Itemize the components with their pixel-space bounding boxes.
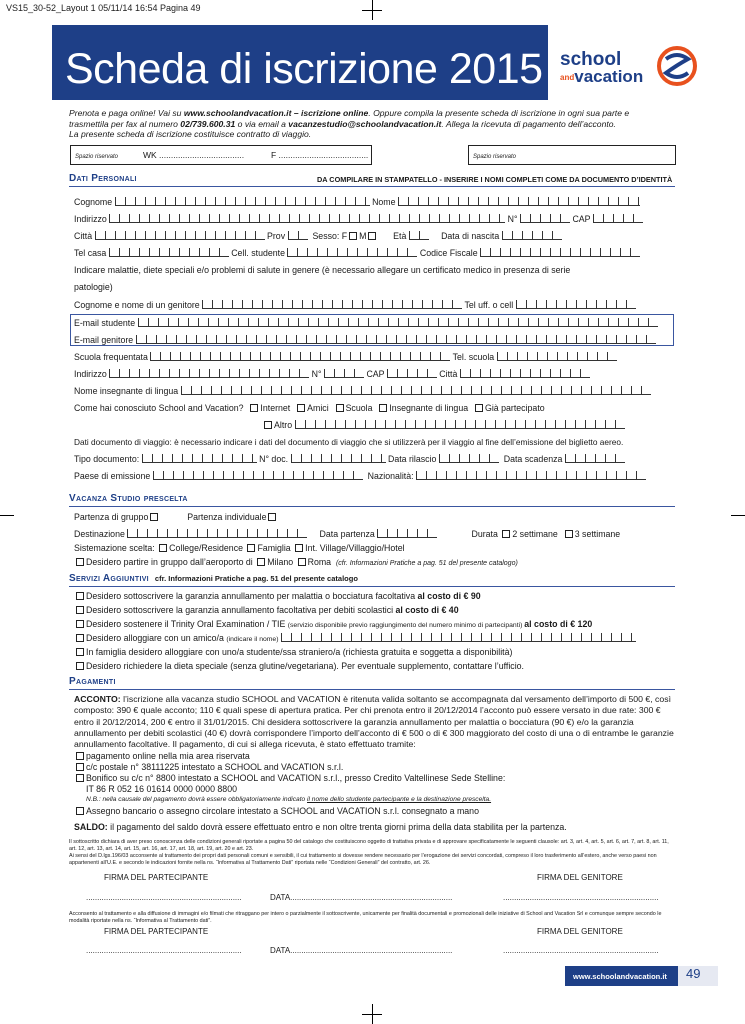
row-patologie: patologie) bbox=[74, 282, 113, 292]
scuola-field[interactable] bbox=[150, 352, 450, 361]
cap-scuola-field[interactable] bbox=[387, 369, 437, 378]
firma-genitore-line[interactable]: ...................................................................... bbox=[503, 893, 659, 902]
row-paese: Paese di emissione Nazionalità: bbox=[74, 470, 674, 482]
servizio-2: Desidero sottoscrivere la garanzia annullamento facoltativa per debiti scolastici al costo di € 40 bbox=[74, 604, 674, 616]
scadenza-field[interactable] bbox=[565, 454, 625, 463]
row-scuola: Scuola frequentata Tel. scuola bbox=[74, 351, 674, 363]
milano-checkbox[interactable] bbox=[257, 558, 265, 566]
saldo-text: SALDO: il pagamento del saldo dovrà essere effettuato entro e non oltre trenta giorni prima della data stabilita per la partenza. bbox=[74, 822, 567, 832]
firma-partecipante-line[interactable]: ...................................................................... bbox=[86, 893, 242, 902]
cognome-field[interactable] bbox=[115, 197, 370, 206]
sex-f-checkbox[interactable] bbox=[349, 232, 357, 240]
row-conosciuto: Come hai conosciuto School and Vacation? Internet Amici Scuola Insegnante di lingua Già partecipato bbox=[74, 403, 545, 413]
roma-checkbox[interactable] bbox=[298, 558, 306, 566]
reserved-box: Spazio riservato WK .................................... F ...................................... bbox=[70, 145, 372, 165]
firma-partecipante-line-2[interactable]: ...................................................................... bbox=[86, 946, 242, 955]
firma-partecipante-label-2: FIRMA DEL PARTECIPANTE bbox=[104, 927, 209, 936]
due-settimane-checkbox[interactable] bbox=[502, 530, 510, 538]
nome-field[interactable] bbox=[398, 197, 640, 206]
cf-field[interactable] bbox=[480, 248, 640, 257]
row-indirizzo: Indirizzo N° CAP bbox=[74, 213, 674, 225]
civico-field[interactable] bbox=[520, 214, 570, 223]
page-title: Scheda di iscrizione 2015 bbox=[65, 45, 543, 93]
civico-scuola-field[interactable] bbox=[324, 369, 364, 378]
indirizzo-field[interactable] bbox=[109, 214, 505, 223]
genitore-field[interactable] bbox=[202, 300, 462, 309]
servizio-5: In famiglia desidero alloggiare con uno/a studente/ssa straniero/a (richiesta gratuita e soggetta a disponibilità) bbox=[74, 646, 674, 658]
servizio-4: Desidero alloggiare con un amico/a (indicare il nome) bbox=[74, 632, 674, 646]
email-studente-field[interactable] bbox=[138, 318, 658, 327]
amico-field[interactable] bbox=[281, 633, 636, 642]
nb-note: N.B.: nella causale del pagamento dovrà essere obbligatoriamente indicato il nome dello studente partecipante e la destinazione prescelta. bbox=[86, 796, 492, 803]
row-insegnante: Nome insegnante di lingua bbox=[74, 385, 674, 397]
pay-bonifico-checkbox[interactable] bbox=[76, 774, 84, 782]
row-email-genitore: E-mail genitore bbox=[74, 334, 674, 346]
page-number: 49 bbox=[686, 966, 701, 981]
firma-genitore-line-2[interactable]: ...................................................................... bbox=[503, 946, 659, 955]
indirizzo-scuola-field[interactable] bbox=[109, 369, 309, 378]
logo-text: school bbox=[560, 49, 622, 70]
row-citta: Città Prov Sesso: F M Età Data di nascita bbox=[74, 230, 674, 242]
crop-mark bbox=[0, 515, 14, 516]
firma-genitore-label: FIRMA DEL GENITORE bbox=[537, 873, 623, 882]
internet-checkbox[interactable] bbox=[250, 404, 258, 412]
section-servizi: Servizi Aggiuntivi cfr. Informazioni Pratiche a pag. 51 del presente catalogo bbox=[69, 573, 675, 587]
globe-icon bbox=[656, 45, 698, 87]
legal-immagini: Acconsento al trattamento e alla diffusione di immagini e/o filmati che ritraggano per intero o parzialmente il sottoscrivente, unicamente per finalità documentali e promozionali delle iniziative di School and Vacation Srl e comunque sempre secondo le modalità riportate nella ns. “Informativa al Trattamento dati”. bbox=[69, 911, 662, 924]
servizio-3-checkbox[interactable] bbox=[76, 620, 84, 628]
iban: IT 86 R 052 16 01614 0000 0000 8800 bbox=[86, 784, 237, 794]
servizio-2-checkbox[interactable] bbox=[76, 606, 84, 614]
data-partenza-field[interactable] bbox=[377, 529, 437, 538]
aeroporto-checkbox[interactable] bbox=[76, 558, 84, 566]
gruppo-checkbox[interactable] bbox=[150, 513, 158, 521]
insegnante-field[interactable] bbox=[181, 386, 651, 395]
nazionalita-field[interactable] bbox=[416, 471, 646, 480]
pay-assegno-checkbox[interactable] bbox=[76, 807, 84, 815]
amici-checkbox[interactable] bbox=[297, 404, 305, 412]
pay-4: Assegno bancario o assegno circolare intestato a SCHOOL and VACATION s.r.l. consegnato a mano bbox=[74, 806, 674, 817]
ndoc-field[interactable] bbox=[291, 454, 386, 463]
citta-field[interactable] bbox=[95, 231, 265, 240]
row-destinazione: Destinazione Data partenza Durata 2 settimane 3 settimane bbox=[74, 529, 621, 539]
row-documento: Tipo documento: N° doc. Data rilascio Data scadenza bbox=[74, 453, 674, 465]
paese-field[interactable] bbox=[153, 471, 363, 480]
pay-postale-checkbox[interactable] bbox=[76, 763, 84, 771]
logo-text-2: andvacation bbox=[560, 67, 644, 86]
row-indirizzo-scuola: Indirizzo N° CAP Città bbox=[74, 368, 674, 380]
altro-checkbox[interactable] bbox=[264, 421, 272, 429]
legal-clauses: Il sottoscritto dichiara di aver preso conoscenza delle condizioni generali riportate a pagina 50 del catalogo che costituiscono oggetto di trattativa privata e di approvare specificatamente le seguenti clausole: art. 3, art. 4, art. 5, art. 6, art. 7, art. 8, art. 11, art. 12, art. 13, art. 14, art. 15, art. 16, art. 17, art. 18, art. 19, art. 20 e art. 23. bbox=[69, 839, 669, 852]
row-cognome: Cognome Nome bbox=[74, 196, 674, 208]
crop-mark bbox=[731, 515, 745, 516]
pay-2: c/c postale n° 38111225 intestato a SCHOOL and VACATION s.r.l. bbox=[74, 762, 674, 773]
email-genitore-field[interactable] bbox=[136, 335, 656, 344]
crop-mark bbox=[362, 1014, 382, 1015]
reserved-box-2: Spazio riservato bbox=[468, 145, 676, 165]
pay-3: Bonifico su c/c n° 8800 intestato a SCHOOL and VACATION s.r.l., presso Credito Valtellinese Sede Stelline: bbox=[74, 773, 674, 784]
row-partenza: Partenza di gruppo Partenza individuale bbox=[74, 511, 674, 523]
telscuola-field[interactable] bbox=[497, 352, 617, 361]
row-genitore: Cognome e nome di un genitore Tel uff. o cell bbox=[74, 299, 674, 311]
nascita-field[interactable] bbox=[502, 231, 562, 240]
tel-field[interactable] bbox=[109, 248, 229, 257]
village-checkbox[interactable] bbox=[295, 544, 303, 552]
row-tel: Tel casa Cell. studente Codice Fiscale bbox=[74, 247, 674, 259]
prov-field[interactable] bbox=[288, 231, 308, 240]
college-checkbox[interactable] bbox=[159, 544, 167, 552]
firma-partecipante-label: FIRMA DEL PARTECIPANTE bbox=[104, 873, 209, 882]
rilascio-field[interactable] bbox=[439, 454, 499, 463]
section-vacanza: Vacanza Studio prescelta bbox=[69, 493, 675, 507]
servizio-3: Desidero sostenere il Trinity Oral Examination / TIE (servizio disponibile previo raggiungimento del numero minimo di partecipanti) al costo di € 120 bbox=[74, 618, 674, 632]
famiglia-checkbox[interactable] bbox=[247, 544, 255, 552]
sex-m-checkbox[interactable] bbox=[368, 232, 376, 240]
individuale-checkbox[interactable] bbox=[268, 513, 276, 521]
row-altro: Altro bbox=[262, 419, 745, 431]
servizio-1: Desidero sottoscrivere la garanzia annullamento per malattia o bocciatura facoltativa al costo di € 90 bbox=[74, 590, 674, 602]
pay-1: pagamento online nella mia area riservata bbox=[74, 751, 674, 762]
website-footer: www.schoolandvacation.it bbox=[565, 966, 678, 986]
section-dati-personali: Dati Personali DA COMPILARE IN STAMPATELLO - INSERIRE I NOMI COMPLETI COME DA DOCUMENTO D’IDENTITÀ bbox=[69, 173, 675, 187]
telgen-field[interactable] bbox=[516, 300, 636, 309]
legal-privacy: Ai sensi del D.lgs.196/03 acconsente al trattamento dei propri dati personali comuni e sensibili, il cui trattamento si dovesse rendere necessario per l’erogazione dei servizi concordati, compreso il loro trasferimento all’estero, anche verso paesi non appartenenti all’U.E. e secondo le indicazioni fornite nella ns. “Informativa al Trattamento Dati” riportata nelle “Condizioni Generali” del contratto, art. 26. bbox=[69, 853, 657, 866]
scuola-checkbox[interactable] bbox=[336, 404, 344, 412]
altro-field[interactable] bbox=[295, 420, 625, 429]
tipo-doc-field[interactable] bbox=[142, 454, 257, 463]
data-line-2[interactable]: DATA......................................................................... bbox=[270, 946, 453, 955]
row-email-studente: E-mail studente bbox=[74, 317, 674, 329]
eta-field[interactable] bbox=[409, 231, 429, 240]
brand-logo bbox=[548, 25, 718, 100]
servizio-4-checkbox[interactable] bbox=[76, 634, 84, 642]
data-line[interactable]: DATA......................................................................... bbox=[270, 893, 453, 902]
cell-field[interactable] bbox=[287, 248, 417, 257]
print-slug: VS15_30-52_Layout 1 05/11/14 16:54 Pagina 49 bbox=[6, 3, 201, 13]
gia-checkbox[interactable] bbox=[475, 404, 483, 412]
insegnante-checkbox[interactable] bbox=[379, 404, 387, 412]
intro-text: Prenota e paga online! Vai su www.schoolandvacation.it – iscrizione online. Oppure compila la presente scheda di iscrizione in ogni sua parte e trasmettila per fax al numero 02/739.600.31 o via email a vacanzestudio@schoolandvacation.it. Allega la ricevuta di pagamento dell’acconto. La presente scheda di iscrizione costituisce contratto di viaggio. bbox=[69, 108, 630, 139]
citta-scuola-field[interactable] bbox=[460, 369, 590, 378]
cap-field[interactable] bbox=[593, 214, 643, 223]
firma-genitore-label-2: FIRMA DEL GENITORE bbox=[537, 927, 623, 936]
servizio-6: Desidero richiedere la dieta speciale (senza glutine/vegetariana). Per eventuale supplemento, contattare l’ufficio. bbox=[74, 660, 674, 672]
destinazione-field[interactable] bbox=[127, 529, 307, 538]
acconto-text: ACCONTO: l’iscrizione alla vacanza studio SCHOOL and VACATION è ritenuta valida soltanto se accompagnata dal versamento dell’importo di 500 €, così composto: 390 € quale acconto; 110 € quali spese di apertura pratica. Per chi prenota entro il 20/12/2014 l’acconto può essere versato in due rate: 300 € entro il 20/12/2014, 200 € entro il 31/01/2015. Chi desidera sottoscrivere la garanzia annullamento per malattia o bocciatura (90 €) e/o la garanzia annullamento per debiti scolastici (40 €) dovrà corrispondere l’importo dell’acconto di € 500 o di € 300 maggiorato del costo di una o di entrambe le garanzie annullamento facoltative. Il pagamento, di cui si allega ricevuta, è stato effettuato tramite: bbox=[74, 694, 674, 750]
section-pagamenti: Pagamenti bbox=[69, 676, 675, 690]
row-malattie: Indicare malattie, diete speciali e/o problemi di salute in genere (è necessario allegare un certificato medico in presenza di serie bbox=[74, 265, 571, 275]
servizio-6-checkbox[interactable] bbox=[76, 662, 84, 670]
tre-settimane-checkbox[interactable] bbox=[565, 530, 573, 538]
row-documento-note: Dati documento di viaggio: è necessario indicare i dati del documento di viaggio che si utilizzerà per il viaggio al fine dell’emissione del biglietto aereo. bbox=[74, 437, 624, 447]
row-sistemazione: Sistemazione scelta: College/Residence Famiglia Int. Village/Villaggio/Hotel bbox=[74, 543, 405, 553]
servizio-1-checkbox[interactable] bbox=[76, 592, 84, 600]
crop-mark bbox=[362, 10, 382, 11]
pay-online-checkbox[interactable] bbox=[76, 752, 84, 760]
row-aeroporto: Desidero partire in gruppo dall’aeroporto di Milano Roma (cfr. Informazioni Pratiche a pag. 51 del presente catalogo) bbox=[74, 556, 674, 570]
servizio-5-checkbox[interactable] bbox=[76, 648, 84, 656]
